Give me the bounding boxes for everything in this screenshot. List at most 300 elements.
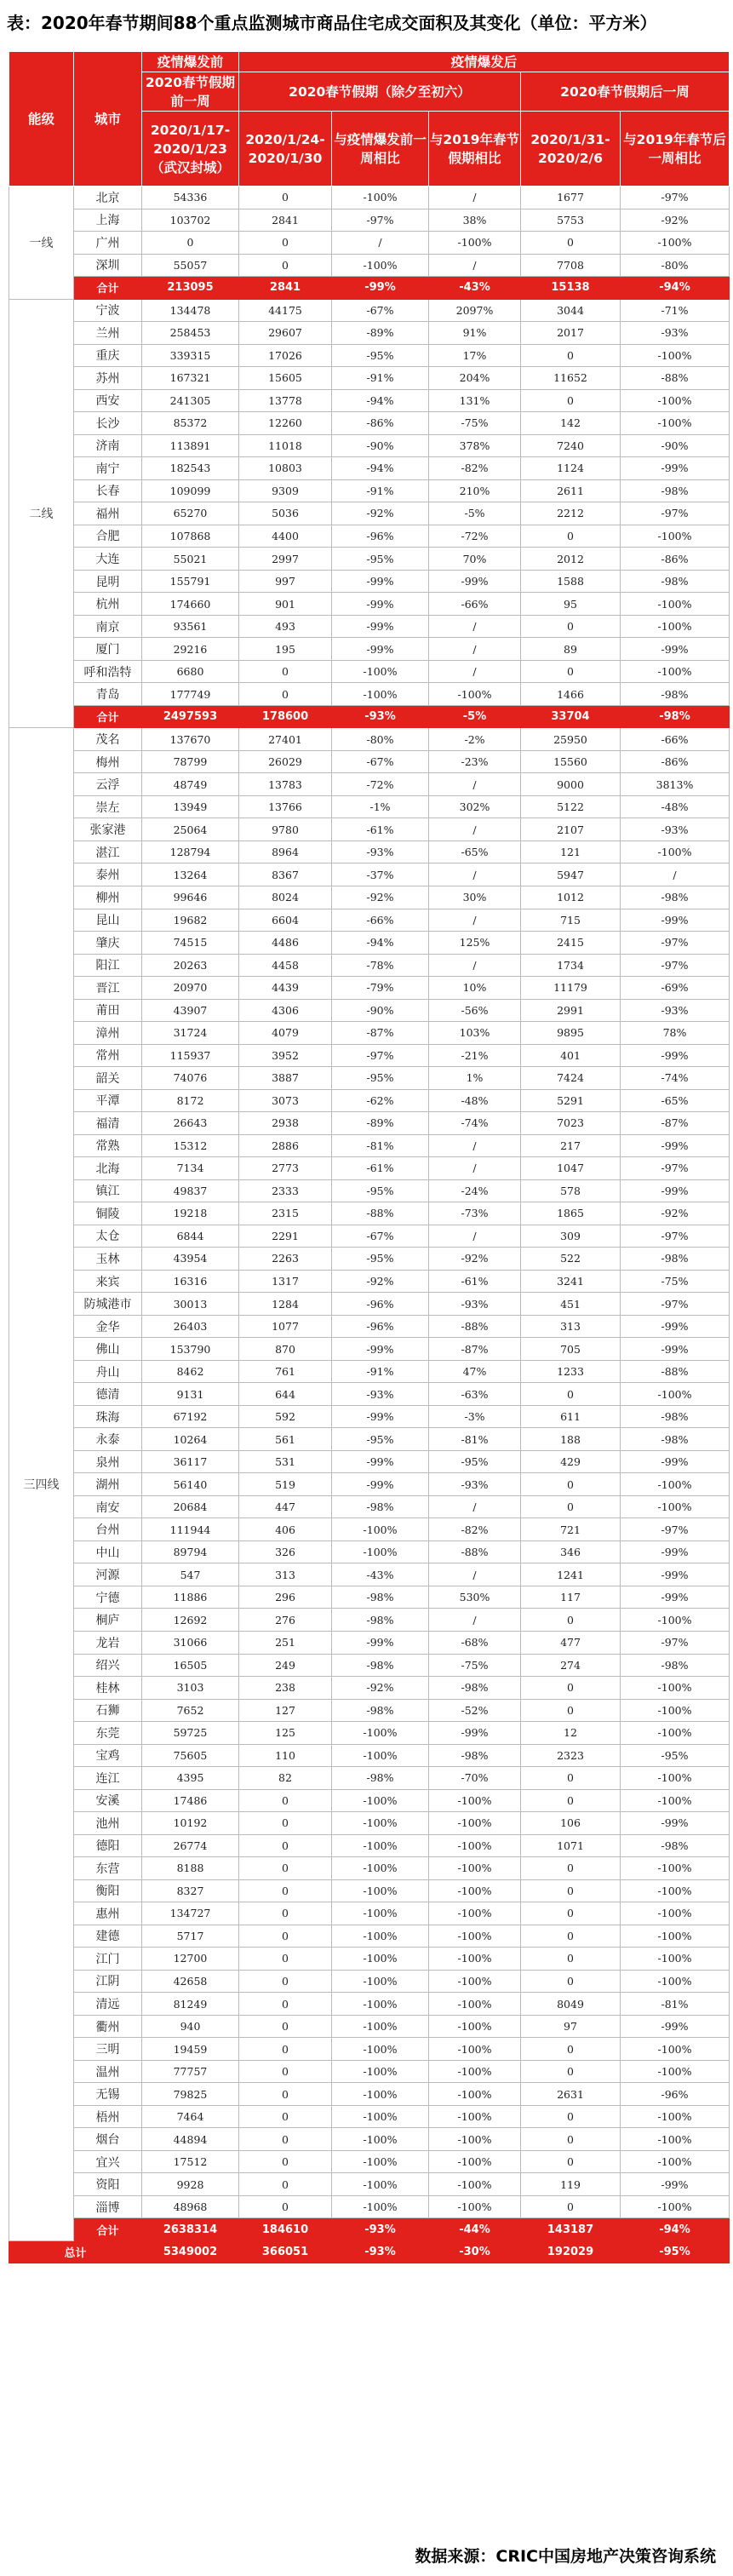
post-week-cell: 1865 — [521, 1202, 621, 1225]
city-cell: 合肥 — [74, 525, 142, 548]
holiday-vs-pre-cell: -100% — [332, 1834, 429, 1857]
holiday-vs-pre-cell: -43% — [332, 1563, 429, 1586]
holiday-vs-2019-cell: 30% — [429, 886, 521, 909]
post-vs-2019-cell: -98% — [621, 479, 730, 502]
city-cell: 西安 — [74, 389, 142, 412]
table-row — [9, 1134, 730, 1157]
holiday-total: 366051 — [239, 2240, 332, 2263]
holiday-vs-2019-cell: -100% — [429, 1993, 521, 2016]
holiday-cell: 447 — [239, 1495, 332, 1518]
pre-week-cell: 13264 — [142, 863, 239, 886]
post-vs-2019-cell: -98% — [621, 1428, 730, 1451]
subtotal-label: 合计 — [74, 705, 142, 728]
post-vs-2019-cell: -100% — [621, 2150, 730, 2173]
holiday-cell: 13778 — [239, 389, 332, 412]
holiday-vs-2019-subtotal: -5% — [429, 705, 521, 728]
holiday-vs-2019-cell: -93% — [429, 1293, 521, 1316]
holiday-cell: 0 — [239, 1925, 332, 1948]
holiday-vs-pre-cell: -66% — [332, 909, 429, 932]
holiday-cell: 9309 — [239, 479, 332, 502]
holiday-vs-pre-cell: -100% — [332, 1970, 429, 1993]
city-cell: 宁波 — [74, 299, 142, 322]
post-vs-2019-cell: -99% — [621, 1540, 730, 1563]
pre-week-cell: 8188 — [142, 1857, 239, 1880]
post-week-cell: 401 — [521, 1044, 621, 1067]
holiday-cell: 0 — [239, 2015, 332, 2038]
table-row — [9, 2150, 730, 2173]
post-vs-2019-cell: -74% — [621, 1067, 730, 1090]
holiday-vs-2019-cell: -100% — [429, 2015, 521, 2038]
holiday-vs-pre-cell: -89% — [332, 1112, 429, 1135]
post-week-cell: 1047 — [521, 1157, 621, 1180]
table-row — [9, 1293, 730, 1316]
table-row — [9, 1586, 730, 1609]
post-vs-2019-cell: -88% — [621, 1360, 730, 1383]
post-vs-2019-cell: -99% — [621, 638, 730, 661]
pre-week-cell: 26643 — [142, 1112, 239, 1135]
pre-week-cell: 241305 — [142, 389, 239, 412]
city-cell: 常州 — [74, 1044, 142, 1067]
holiday-cell: 4306 — [239, 999, 332, 1022]
table-row — [9, 2173, 730, 2196]
post-week-cell: 1241 — [521, 1563, 621, 1586]
holiday-vs-2019-cell: 70% — [429, 548, 521, 571]
city-cell: 宝鸡 — [74, 1744, 142, 1767]
city-cell: 珠海 — [74, 1405, 142, 1428]
post-week-cell: 346 — [521, 1540, 621, 1563]
post-week-cell: 106 — [521, 1812, 621, 1835]
holiday-vs-2019-cell: -99% — [429, 570, 521, 593]
city-cell: 东莞 — [74, 1722, 142, 1745]
post-vs-2019-cell: -98% — [621, 1248, 730, 1271]
city-cell: 湛江 — [74, 840, 142, 863]
post-week-cell: 0 — [521, 1925, 621, 1948]
holiday-vs-pre-cell: -99% — [332, 615, 429, 638]
holiday-cell: 2263 — [239, 1248, 332, 1271]
holiday-vs-pre-cell: -95% — [332, 1179, 429, 1202]
table-row — [9, 1428, 730, 1451]
table-row — [9, 773, 730, 796]
post-vs-2019-total: -95% — [621, 2240, 730, 2263]
table-row — [9, 1112, 730, 1135]
holiday-vs-pre-subtotal: -93% — [332, 705, 429, 728]
holiday-vs-pre-cell: -67% — [332, 299, 429, 322]
city-cell: 淄博 — [74, 2195, 142, 2218]
holiday-cell: 313 — [239, 1563, 332, 1586]
post-week-cell: 2017 — [521, 322, 621, 345]
city-cell: 桂林 — [74, 1677, 142, 1700]
holiday-cell: 13783 — [239, 773, 332, 796]
holiday-cell: 0 — [239, 2150, 332, 2173]
holiday-vs-2019-cell: -2% — [429, 728, 521, 751]
pre-week-cell: 31066 — [142, 1632, 239, 1655]
post-week-cell: 5947 — [521, 863, 621, 886]
city-cell: 舟山 — [74, 1360, 142, 1383]
pre-week-cell: 49837 — [142, 1179, 239, 1202]
holiday-vs-pre-cell: -81% — [332, 1134, 429, 1157]
city-cell: 漳州 — [74, 1022, 142, 1045]
holiday-cell: 15605 — [239, 367, 332, 390]
header-holiday-dates: 2020/1/24-2020/1/30 — [239, 112, 332, 186]
post-vs-2019-cell: -86% — [621, 750, 730, 773]
table-row — [9, 818, 730, 841]
holiday-cell: 2773 — [239, 1157, 332, 1180]
post-week-subtotal: 15138 — [521, 277, 621, 300]
post-week-cell: 0 — [521, 1383, 621, 1406]
table-row — [9, 1360, 730, 1383]
tier-label: 一线 — [9, 186, 74, 300]
post-vs-2019-cell: -93% — [621, 999, 730, 1022]
holiday-subtotal: 178600 — [239, 705, 332, 728]
pre-week-cell: 67192 — [142, 1405, 239, 1428]
table-row — [9, 1677, 730, 1700]
holiday-vs-2019-cell: / — [429, 863, 521, 886]
post-week-total: 192029 — [521, 2240, 621, 2263]
holiday-cell: 4486 — [239, 932, 332, 955]
holiday-cell: 493 — [239, 615, 332, 638]
city-cell: 长春 — [74, 479, 142, 502]
holiday-cell: 406 — [239, 1518, 332, 1541]
post-week-cell: 0 — [521, 1789, 621, 1812]
pre-week-cell: 6680 — [142, 660, 239, 683]
holiday-vs-pre-cell: -100% — [332, 683, 429, 706]
holiday-vs-pre-cell: -92% — [332, 502, 429, 525]
post-vs-2019-cell: -66% — [621, 728, 730, 751]
post-vs-2019-cell: -100% — [621, 1609, 730, 1632]
city-cell: 佛山 — [74, 1338, 142, 1361]
pre-week-cell: 19459 — [142, 2038, 239, 2061]
holiday-vs-pre-cell: -87% — [332, 1022, 429, 1045]
post-vs-2019-cell: / — [621, 863, 730, 886]
holiday-vs-2019-subtotal: -43% — [429, 277, 521, 300]
post-vs-2019-cell: -99% — [621, 1338, 730, 1361]
post-vs-2019-cell: -98% — [621, 570, 730, 593]
holiday-vs-pre-subtotal: -93% — [332, 2218, 429, 2241]
table-row — [9, 502, 730, 525]
post-week-cell: 309 — [521, 1225, 621, 1248]
holiday-cell: 127 — [239, 1699, 332, 1722]
post-vs-2019-cell: -97% — [621, 1293, 730, 1316]
header-holiday: 2020春节假期（除夕至初六） — [239, 72, 521, 112]
post-vs-2019-cell: -87% — [621, 1112, 730, 1135]
holiday-cell: 901 — [239, 593, 332, 616]
holiday-cell: 0 — [239, 2173, 332, 2196]
holiday-vs-pre-cell: -99% — [332, 1473, 429, 1496]
post-week-cell: 117 — [521, 1586, 621, 1609]
pre-week-cell: 44894 — [142, 2128, 239, 2151]
post-vs-2019-cell: -99% — [621, 1134, 730, 1157]
pre-week-cell: 12700 — [142, 1948, 239, 1971]
holiday-cell: 251 — [239, 1632, 332, 1655]
post-week-cell: 274 — [521, 1654, 621, 1677]
pre-week-cell: 547 — [142, 1563, 239, 1586]
holiday-vs-pre-cell: -93% — [332, 840, 429, 863]
holiday-vs-2019-cell: 210% — [429, 479, 521, 502]
holiday-cell: 0 — [239, 2195, 332, 2218]
city-cell: 阳江 — [74, 954, 142, 977]
pre-week-cell: 54336 — [142, 186, 239, 209]
holiday-cell: 125 — [239, 1722, 332, 1745]
post-week-cell: 0 — [521, 389, 621, 412]
holiday-vs-pre-cell: -98% — [332, 1586, 429, 1609]
post-week-cell: 7708 — [521, 254, 621, 277]
post-week-cell: 15560 — [521, 750, 621, 773]
post-week-cell: 1071 — [521, 1834, 621, 1857]
city-cell: 绍兴 — [74, 1654, 142, 1677]
city-cell: 张家港 — [74, 818, 142, 841]
city-cell: 来宾 — [74, 1270, 142, 1293]
post-week-cell: 2212 — [521, 502, 621, 525]
holiday-vs-2019-cell: -61% — [429, 1270, 521, 1293]
holiday-vs-2019-cell: 47% — [429, 1360, 521, 1383]
holiday-subtotal: 2841 — [239, 277, 332, 300]
header-post-outbreak: 疫情爆发后 — [239, 52, 730, 72]
holiday-cell: 9780 — [239, 818, 332, 841]
header-pre-week: 2020春节假期前一周 — [142, 72, 239, 112]
holiday-vs-pre-cell: -91% — [332, 479, 429, 502]
pre-week-cell: 115937 — [142, 1044, 239, 1067]
table-row — [9, 1022, 730, 1045]
post-vs-2019-cell: -88% — [621, 367, 730, 390]
holiday-vs-2019-cell: -65% — [429, 840, 521, 863]
holiday-vs-2019-cell: -75% — [429, 1654, 521, 1677]
holiday-vs-2019-cell: -100% — [429, 1834, 521, 1857]
holiday-vs-pre-cell: -100% — [332, 1925, 429, 1948]
post-vs-2019-cell: -99% — [621, 1315, 730, 1338]
city-cell: 福清 — [74, 1112, 142, 1135]
holiday-vs-2019-cell: / — [429, 909, 521, 932]
holiday-cell: 4079 — [239, 1022, 332, 1045]
holiday-vs-2019-cell: -66% — [429, 593, 521, 616]
holiday-cell: 644 — [239, 1383, 332, 1406]
post-vs-2019-cell: -71% — [621, 299, 730, 322]
post-week-cell: 0 — [521, 232, 621, 255]
holiday-vs-2019-cell: 91% — [429, 322, 521, 345]
table-row — [9, 186, 730, 209]
pre-week-cell: 17512 — [142, 2150, 239, 2173]
holiday-vs-pre-cell: -95% — [332, 548, 429, 571]
city-cell: 惠州 — [74, 1902, 142, 1925]
holiday-cell: 0 — [239, 1857, 332, 1880]
table-row — [9, 1248, 730, 1271]
holiday-vs-pre-cell: -100% — [332, 1857, 429, 1880]
post-vs-2019-cell: 3813% — [621, 773, 730, 796]
post-week-cell: 0 — [521, 660, 621, 683]
pre-week-cell: 103702 — [142, 209, 239, 232]
city-cell: 兰州 — [74, 322, 142, 345]
holiday-vs-2019-cell: 17% — [429, 344, 521, 367]
table-row — [9, 1993, 730, 2016]
city-cell: 安溪 — [74, 1789, 142, 1812]
post-vs-2019-cell: -97% — [621, 1632, 730, 1655]
post-vs-2019-cell: -100% — [621, 1495, 730, 1518]
holiday-cell: 0 — [239, 1902, 332, 1925]
post-vs-2019-cell: -100% — [621, 2060, 730, 2083]
city-cell: 衢州 — [74, 2015, 142, 2038]
holiday-vs-pre-cell: -88% — [332, 1202, 429, 1225]
pre-week-cell: 111944 — [142, 1518, 239, 1541]
holiday-vs-pre-cell: -100% — [332, 2015, 429, 2038]
holiday-cell: 3887 — [239, 1067, 332, 1090]
post-vs-2019-cell: -100% — [621, 1383, 730, 1406]
holiday-cell: 761 — [239, 1360, 332, 1383]
post-vs-2019-cell: -97% — [621, 954, 730, 977]
post-vs-2019-cell: -92% — [621, 1202, 730, 1225]
holiday-cell: 10803 — [239, 457, 332, 480]
post-week-cell: 1588 — [521, 570, 621, 593]
city-cell: 常熟 — [74, 1134, 142, 1157]
post-vs-2019-cell: 78% — [621, 1022, 730, 1045]
city-cell: 柳州 — [74, 886, 142, 909]
holiday-vs-2019-cell: 103% — [429, 1022, 521, 1045]
holiday-cell: 0 — [239, 1879, 332, 1902]
post-week-cell: 477 — [521, 1632, 621, 1655]
city-cell: 北海 — [74, 1157, 142, 1180]
post-week-cell: 188 — [521, 1428, 621, 1451]
pre-week-cell: 56140 — [142, 1473, 239, 1496]
post-vs-2019-cell: -97% — [621, 1157, 730, 1180]
holiday-vs-pre-cell: -99% — [332, 1632, 429, 1655]
holiday-vs-pre-cell: -100% — [332, 1993, 429, 2016]
city-cell: 河源 — [74, 1563, 142, 1586]
table-row — [9, 683, 730, 706]
post-vs-2019-cell: -100% — [621, 1722, 730, 1745]
holiday-vs-pre-cell: -99% — [332, 1405, 429, 1428]
holiday-vs-2019-cell: -98% — [429, 1677, 521, 1700]
post-vs-2019-cell: -100% — [621, 412, 730, 435]
post-vs-2019-cell: -99% — [621, 1044, 730, 1067]
header-post-dates: 2020/1/31-2020/2/6 — [521, 112, 621, 186]
holiday-vs-2019-cell: 1% — [429, 1067, 521, 1090]
holiday-vs-pre-cell: -100% — [332, 254, 429, 277]
holiday-cell: 11018 — [239, 434, 332, 457]
city-cell: 福州 — [74, 502, 142, 525]
city-cell: 石狮 — [74, 1699, 142, 1722]
pre-week-cell: 153790 — [142, 1338, 239, 1361]
post-week-cell: 5291 — [521, 1089, 621, 1112]
holiday-vs-2019-cell: / — [429, 186, 521, 209]
city-cell: 济南 — [74, 434, 142, 457]
holiday-cell: 519 — [239, 1473, 332, 1496]
header-post-vs-2019: 与2019年春节后一周相比 — [621, 112, 730, 186]
holiday-cell: 0 — [239, 254, 332, 277]
table-row — [9, 1699, 730, 1722]
post-vs-2019-cell: -98% — [621, 683, 730, 706]
tier-label: 二线 — [9, 299, 74, 728]
post-week-cell: 0 — [521, 1902, 621, 1925]
post-vs-2019-cell: -99% — [621, 2173, 730, 2196]
table-row — [9, 1202, 730, 1225]
holiday-cell: 296 — [239, 1586, 332, 1609]
post-vs-2019-cell: -90% — [621, 434, 730, 457]
city-cell: 韶关 — [74, 1067, 142, 1090]
pre-week-cell: 109099 — [142, 479, 239, 502]
holiday-vs-2019-cell: -92% — [429, 1248, 521, 1271]
holiday-vs-2019-cell: 38% — [429, 209, 521, 232]
post-week-cell: 0 — [521, 1609, 621, 1632]
post-week-cell: 0 — [521, 1495, 621, 1518]
post-vs-2019-cell: -75% — [621, 1270, 730, 1293]
holiday-vs-2019-cell: / — [429, 818, 521, 841]
holiday-vs-2019-cell: -100% — [429, 2128, 521, 2151]
table-row — [9, 457, 730, 480]
data-source: 数据来源：CRIC中国房地产决策咨询系统 — [415, 2547, 716, 2566]
pre-week-cell: 48968 — [142, 2195, 239, 2218]
holiday-cell: 0 — [239, 660, 332, 683]
holiday-vs-2019-cell: 378% — [429, 434, 521, 457]
holiday-vs-pre-cell: -98% — [332, 1767, 429, 1790]
pre-week-cell: 8462 — [142, 1360, 239, 1383]
table-row — [9, 1495, 730, 1518]
table-row — [9, 638, 730, 661]
pre-week-cell: 16316 — [142, 1270, 239, 1293]
holiday-vs-2019-cell: -100% — [429, 1789, 521, 1812]
city-cell: 宜兴 — [74, 2150, 142, 2173]
holiday-cell: 1317 — [239, 1270, 332, 1293]
holiday-vs-2019-cell: -100% — [429, 2083, 521, 2106]
table-row — [9, 1270, 730, 1293]
holiday-vs-pre-cell: -96% — [332, 525, 429, 548]
table-row — [9, 1179, 730, 1202]
pre-week-cell: 48749 — [142, 773, 239, 796]
post-vs-2019-cell: -99% — [621, 909, 730, 932]
pre-week-cell: 77757 — [142, 2060, 239, 2083]
post-week-cell: 1124 — [521, 457, 621, 480]
post-week-cell: 3044 — [521, 299, 621, 322]
table-row — [9, 1089, 730, 1112]
holiday-vs-pre-cell: -1% — [332, 795, 429, 818]
holiday-vs-2019-cell: -73% — [429, 1202, 521, 1225]
post-week-cell: 12 — [521, 1722, 621, 1745]
holiday-vs-pre-cell: -61% — [332, 818, 429, 841]
table-row — [9, 1834, 730, 1857]
holiday-vs-pre-cell: -95% — [332, 1248, 429, 1271]
holiday-cell: 2997 — [239, 548, 332, 571]
post-vs-2019-cell: -98% — [621, 1405, 730, 1428]
post-week-cell: 25950 — [521, 728, 621, 751]
post-week-cell: 1233 — [521, 1360, 621, 1383]
pre-week-cell: 155791 — [142, 570, 239, 593]
pre-week-cell: 75605 — [142, 1744, 239, 1767]
table-row — [9, 1473, 730, 1496]
table-row — [9, 1879, 730, 1902]
holiday-vs-2019-cell: 10% — [429, 977, 521, 1000]
pre-week-total: 5349002 — [142, 2240, 239, 2263]
pre-week-cell: 25064 — [142, 818, 239, 841]
post-week-cell: 3241 — [521, 1270, 621, 1293]
holiday-vs-2019-cell: -100% — [429, 1902, 521, 1925]
pre-week-cell: 137670 — [142, 728, 239, 751]
pre-week-cell: 78799 — [142, 750, 239, 773]
holiday-vs-pre-cell: -89% — [332, 322, 429, 345]
post-week-cell: 1677 — [521, 186, 621, 209]
post-week-cell: 451 — [521, 1293, 621, 1316]
pre-week-cell: 12692 — [142, 1609, 239, 1632]
table-row — [9, 750, 730, 773]
pre-week-cell: 19682 — [142, 909, 239, 932]
post-week-cell: 0 — [521, 1473, 621, 1496]
pre-week-cell: 29216 — [142, 638, 239, 661]
city-cell: 太仓 — [74, 1225, 142, 1248]
table-row — [9, 886, 730, 909]
post-vs-2019-cell: -95% — [621, 1744, 730, 1767]
holiday-cell: 2841 — [239, 209, 332, 232]
city-cell: 江阴 — [74, 1970, 142, 1993]
city-cell: 昆山 — [74, 909, 142, 932]
city-cell: 玉林 — [74, 1248, 142, 1271]
city-cell: 重庆 — [74, 344, 142, 367]
post-week-cell: 0 — [521, 2128, 621, 2151]
